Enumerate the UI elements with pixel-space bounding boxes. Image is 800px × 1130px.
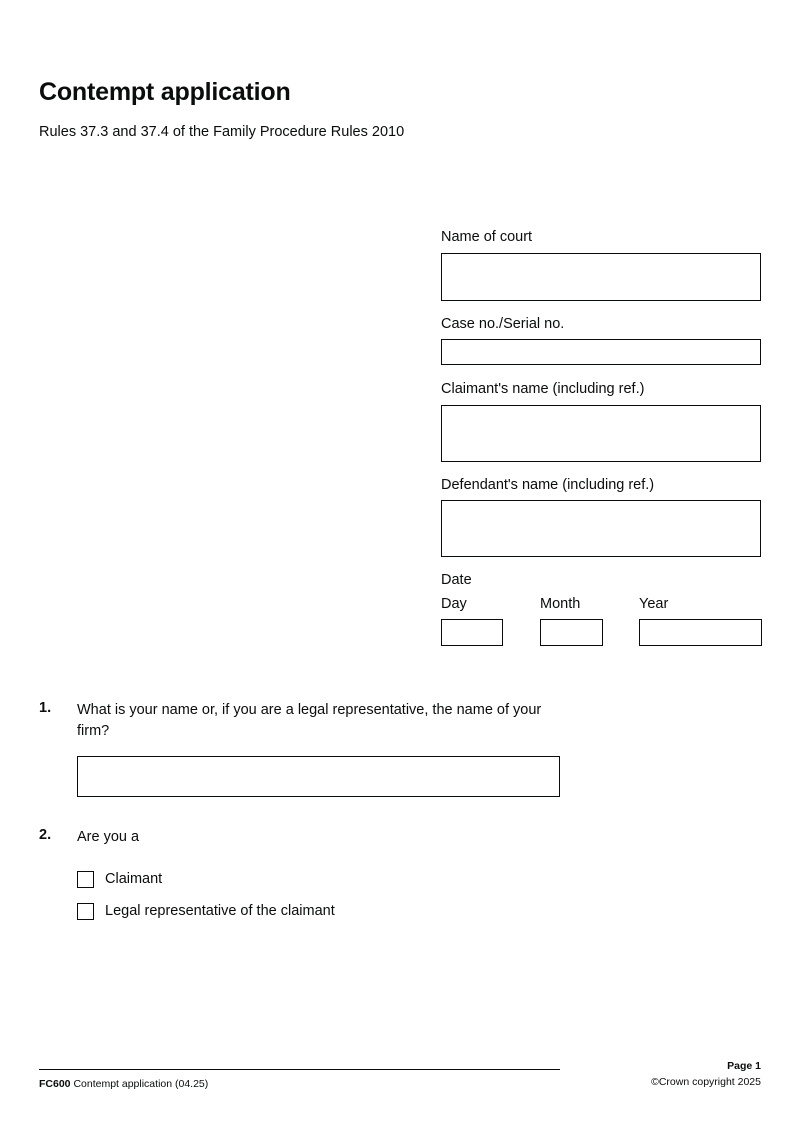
question-2-number: 2. bbox=[39, 827, 52, 843]
option-legal-representative-label: Legal representative of the claimant bbox=[105, 902, 335, 919]
case-no-input[interactable] bbox=[441, 339, 761, 365]
spacer bbox=[441, 301, 761, 315]
footer-divider bbox=[39, 1069, 560, 1070]
question-1-body bbox=[77, 700, 599, 797]
footer-page-number: Page 1 bbox=[727, 1060, 761, 1072]
checkbox-claimant[interactable] bbox=[77, 871, 94, 888]
footer-form-reference bbox=[39, 1078, 208, 1092]
option-claimant[interactable] bbox=[77, 871, 599, 888]
question-2 bbox=[39, 827, 599, 920]
question-1-answer-input[interactable] bbox=[77, 756, 560, 797]
defendant-name-label: Defendant's name (including ref.) bbox=[441, 476, 655, 493]
footer-copyright: ©Crown copyright 2025 bbox=[651, 1076, 761, 1089]
year-label: Year bbox=[639, 596, 669, 613]
option-legal-representative[interactable] bbox=[77, 903, 599, 920]
option-claimant-label: Claimant bbox=[105, 870, 163, 887]
case-no-label: Case no./Serial no. bbox=[441, 315, 565, 332]
claimant-name-label: Claimant's name (including ref.) bbox=[441, 381, 645, 398]
name-of-court-input[interactable] bbox=[441, 253, 761, 301]
question-2-text: Are you a bbox=[77, 829, 140, 845]
date-label: Date bbox=[441, 572, 472, 589]
footer-form-name: Contempt application (04.25) bbox=[73, 1078, 209, 1090]
day-input[interactable] bbox=[441, 619, 503, 646]
year-input[interactable] bbox=[639, 619, 762, 646]
footer-page-info bbox=[651, 1058, 761, 1091]
date-row bbox=[441, 596, 762, 642]
page-title: Contempt application bbox=[39, 78, 291, 106]
date-year-group bbox=[639, 596, 762, 645]
court-details-block bbox=[441, 228, 761, 642]
question-1-number: 1. bbox=[39, 700, 52, 716]
question-1-text: What is your name or, if you are a legal representative, the name of your firm? bbox=[77, 702, 542, 739]
date-month-group bbox=[540, 596, 603, 645]
question-2-options bbox=[77, 871, 599, 921]
question-1 bbox=[39, 700, 599, 797]
month-label: Month bbox=[540, 596, 581, 613]
day-label: Day bbox=[441, 596, 467, 613]
spacer bbox=[441, 557, 761, 572]
name-of-court-label: Name of court bbox=[441, 229, 533, 245]
date-day-group bbox=[441, 596, 503, 645]
checkbox-legal-representative[interactable] bbox=[77, 903, 94, 920]
claimant-name-input[interactable] bbox=[441, 405, 761, 462]
footer-form-code: FC600 bbox=[39, 1078, 71, 1090]
spacer bbox=[441, 462, 761, 476]
defendant-name-input[interactable] bbox=[441, 500, 761, 557]
month-input[interactable] bbox=[540, 619, 603, 646]
spacer bbox=[441, 365, 761, 380]
page-subtitle: Rules 37.3 and 37.4 of the Family Procedure Rules 2010 bbox=[39, 124, 405, 140]
question-2-body bbox=[77, 827, 599, 920]
